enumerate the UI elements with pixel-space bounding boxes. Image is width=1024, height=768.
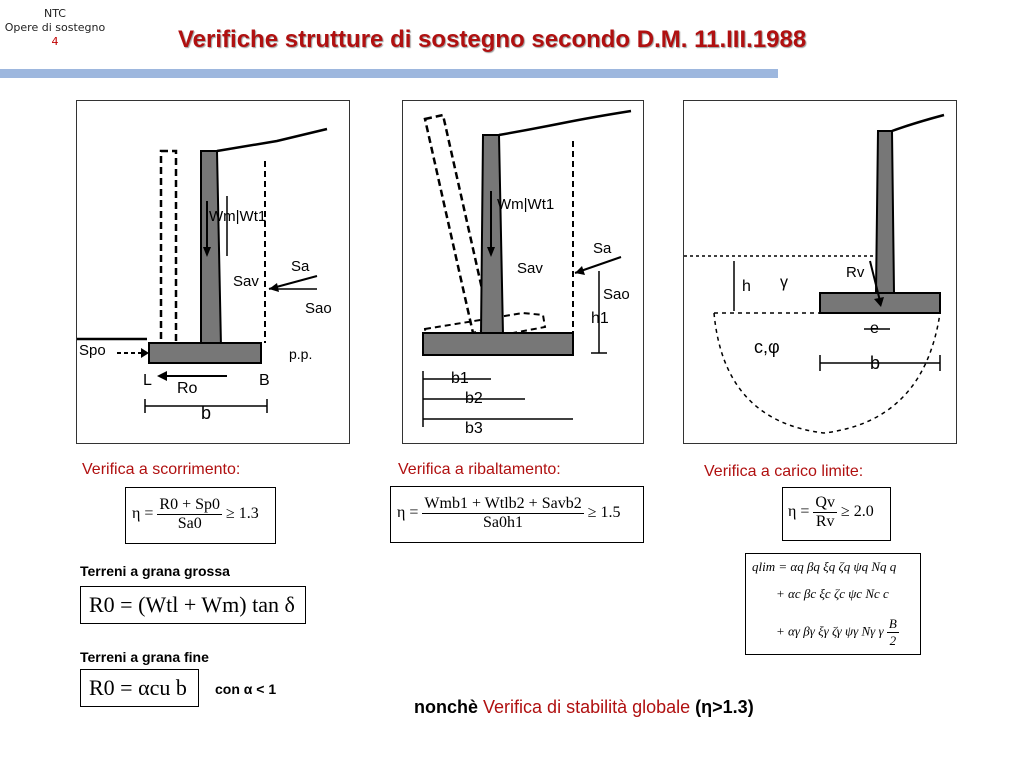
bearing-diagram: [684, 101, 956, 443]
sliding-fraction: [157, 496, 222, 533]
bearing-ground-surface: [892, 115, 944, 131]
title-accent-bar: [0, 69, 778, 78]
sliding-label-spo: Spo: [79, 342, 106, 359]
overturning-label-b3: b3: [465, 420, 483, 437]
overturning-label-sav: Sav: [517, 260, 543, 277]
bearing-label-rv: Rv: [846, 264, 865, 281]
bearing-failure-surface: [714, 313, 940, 433]
global-stability-prefix: nonchè: [414, 697, 479, 717]
fine-soil-label: Terreni a grana fine: [80, 649, 209, 665]
bearing-verification-label: Verifica a carico limite:: [704, 463, 864, 480]
sliding-label-b: b: [201, 403, 212, 423]
qlim-frac-num: B: [888, 616, 897, 631]
global-stability-label: Verifica di stabilità globale: [483, 697, 691, 717]
qlim-line-1: qlim = αq βq ξq ζq ψq Nq q: [752, 559, 897, 574]
sliding-verification-label: Verifica a scorrimento:: [82, 461, 241, 478]
qlim-fraction: [887, 616, 899, 649]
sliding-label-b-point: B: [259, 372, 270, 389]
slide-number: 4: [51, 35, 59, 48]
slide-header: [0, 7, 110, 49]
overturning-label-sao: Sao: [603, 286, 630, 303]
sliding-eta: η =: [132, 505, 154, 523]
global-stability-note: [414, 697, 754, 718]
bearing-label-c-phi: c,φ: [754, 337, 780, 357]
bearing-label-b: b: [870, 353, 881, 373]
global-stability-condition: (η>1.3): [695, 697, 754, 717]
overturning-label-h1: h1: [591, 310, 609, 327]
bearing-denominator: Rv: [813, 512, 837, 531]
page-title: Verifiche strutture di sostegno secondo D.M. 11.III.1988: [178, 26, 807, 53]
overturning-fraction: [422, 495, 583, 532]
bearing-numerator: Qv: [815, 494, 835, 511]
sliding-formula-box: [125, 487, 276, 544]
coarse-soil-formula-box: [80, 586, 306, 624]
overturning-numerator: Wmb1 + Wtlb2 + Savb2: [424, 495, 582, 512]
overturning-label-b2: b2: [465, 390, 483, 407]
qlim-line-2: + αc βc ξc ζc ψc Nc c: [776, 586, 889, 601]
overturning-formula-box: [390, 486, 644, 543]
sliding-label-ro: Ro: [177, 380, 198, 397]
bearing-label-e: e: [870, 320, 879, 337]
sliding-ground-surface: [217, 129, 327, 151]
bearing-fraction: [813, 494, 837, 531]
qlim-formula-box: [745, 553, 921, 655]
fine-soil-formula-box: [80, 669, 199, 707]
bearing-condition: ≥ 2.0: [840, 503, 874, 521]
overturning-wall-base: [423, 333, 573, 355]
fine-soil-formula: R0 = αcu b: [89, 675, 187, 700]
sliding-diagram: [77, 101, 349, 443]
coarse-soil-formula: R0 = (Wtl + Wm) tan δ: [89, 592, 295, 617]
sliding-wall-outline: [161, 151, 176, 351]
overturning-label-sa: Sa: [593, 240, 612, 257]
qlim-frac-den: 2: [887, 632, 899, 649]
overturning-label-w: Wm|Wt1: [497, 196, 555, 213]
figure-bearing: [683, 100, 957, 444]
header-course: NTC: [44, 7, 66, 20]
sliding-label-l: L: [143, 372, 152, 389]
figure-overturning: [402, 100, 644, 444]
overturning-verification-label: Verifica a ribaltamento:: [398, 461, 561, 478]
sliding-label-w: Wm|Wt1: [209, 208, 267, 225]
coarse-soil-label: Terreni a grana grossa: [80, 563, 230, 579]
overturning-diagram: [403, 101, 643, 443]
bearing-eta: η =: [788, 503, 810, 521]
sliding-wall-base: [149, 343, 261, 363]
fine-soil-condition: con α < 1: [215, 681, 277, 697]
sliding-label-sao: Sao: [305, 300, 332, 317]
overturning-eta: η =: [397, 504, 419, 522]
overturning-condition: ≥ 1.5: [587, 504, 621, 522]
sliding-label-sa: Sa: [291, 258, 310, 275]
sliding-label-sav: Sav: [233, 273, 259, 290]
sliding-denominator: Sa0: [157, 514, 222, 533]
bearing-label-h: h: [742, 278, 751, 295]
bearing-formula-box: [782, 487, 891, 541]
sliding-condition: ≥ 1.3: [225, 505, 259, 523]
figure-sliding: [76, 100, 350, 444]
header-topic: Opere di sostegno: [4, 21, 106, 34]
qlim-line-3: + αγ βγ ξγ ζγ ψγ Nγ γ: [776, 623, 884, 639]
bearing-wall-stem: [876, 131, 894, 293]
overturning-denominator: Sa0h1: [422, 513, 583, 532]
overturning-ground-surface: [499, 111, 631, 135]
overturning-label-b1: b1: [451, 370, 469, 387]
bearing-label-gamma: γ: [780, 274, 788, 291]
sliding-label-pp: p.p.: [289, 346, 313, 362]
sliding-numerator: R0 + Sp0: [159, 496, 220, 513]
